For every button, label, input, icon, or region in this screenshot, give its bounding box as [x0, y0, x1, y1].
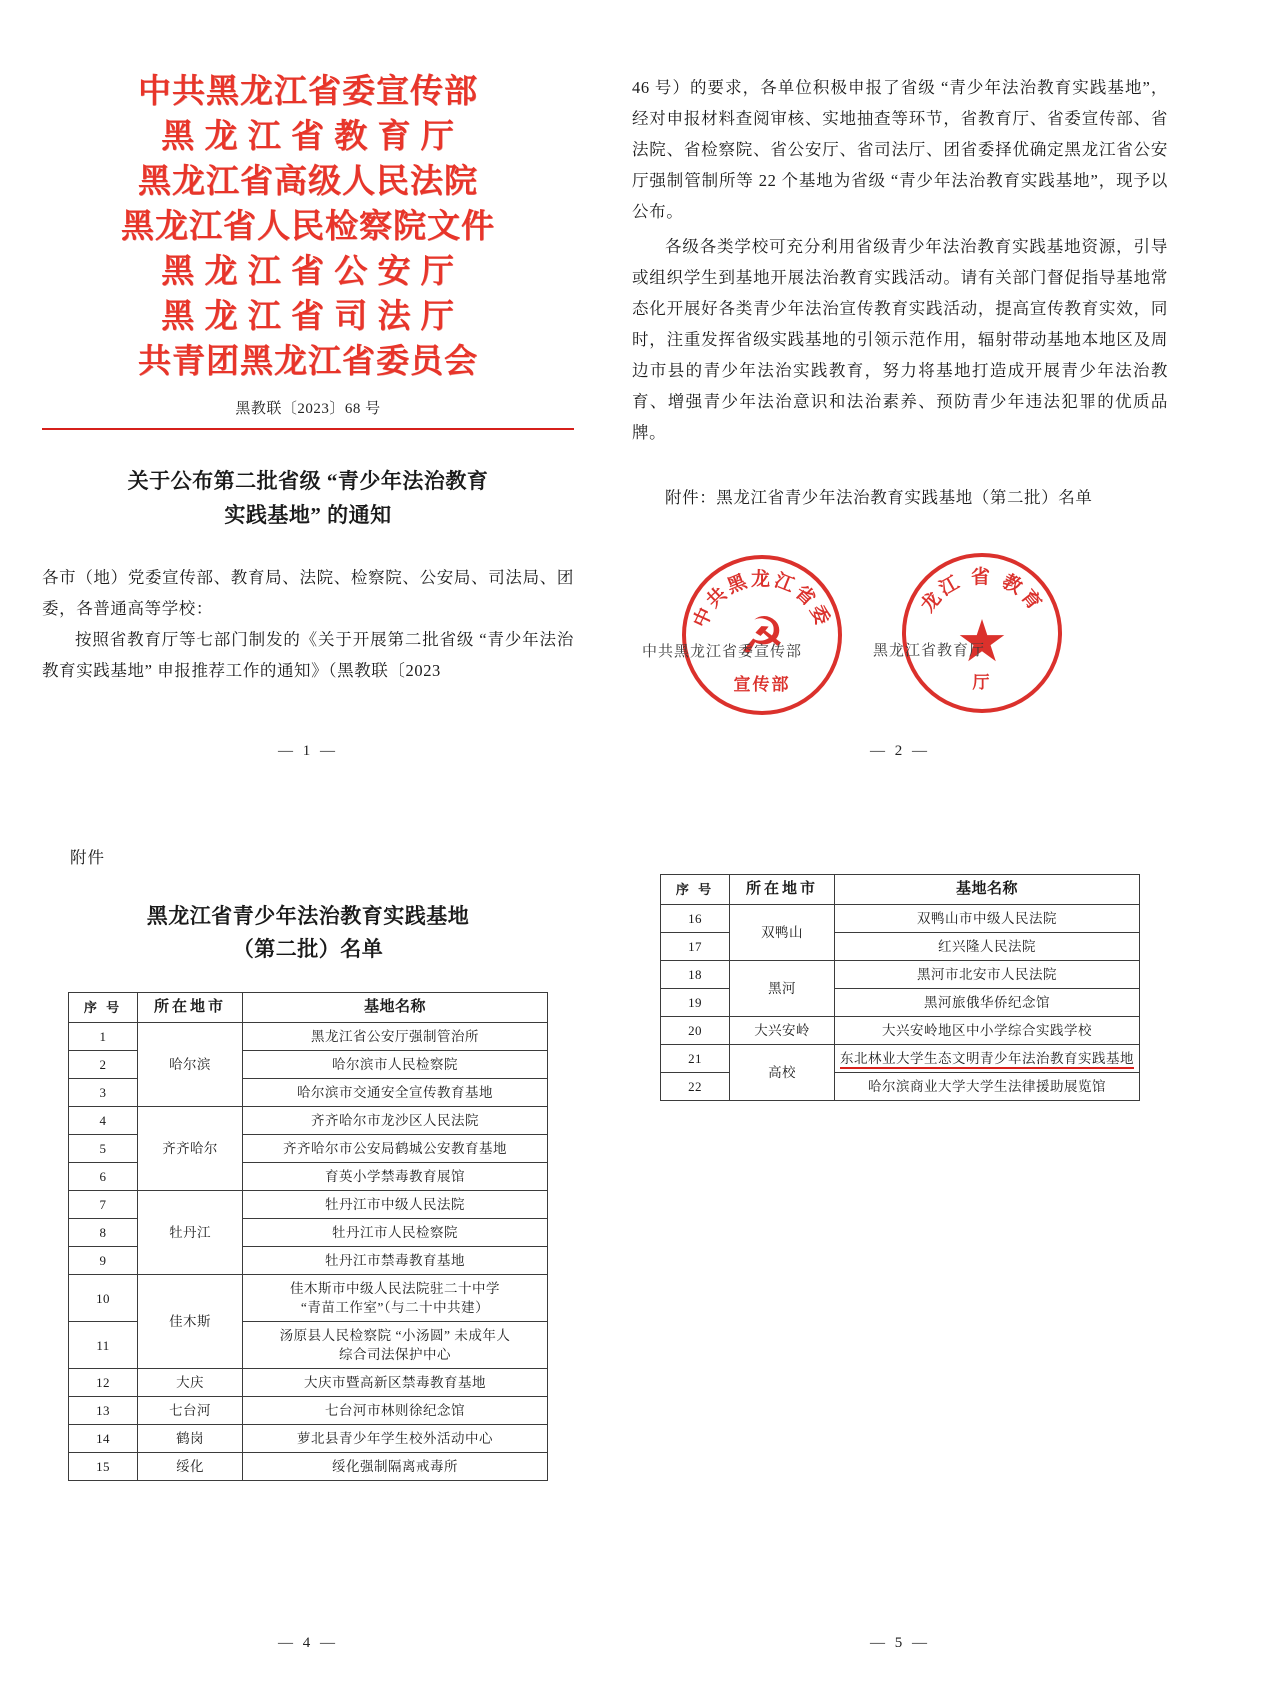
red-separator-rule — [42, 428, 574, 430]
official-seals — [620, 547, 1180, 737]
seal-arc-label-2: 龙江 省 教育 — [917, 567, 1047, 617]
cell-base-name: 双鸭山市中级人民法院 — [835, 905, 1140, 933]
cell-city: 鹤岗 — [138, 1425, 243, 1453]
table-row — [69, 1023, 548, 1051]
issuer-line-4: 黑龙江省人民检察院文件 — [121, 209, 495, 245]
column-header-city: 所在地市 — [138, 993, 243, 1023]
cell-index: 12 — [69, 1369, 138, 1397]
cell-base-name: 佳木斯市中级人民法院驻二十中学 “青苗工作室”（与二十中共建） — [243, 1275, 548, 1322]
cell-index: 4 — [69, 1107, 138, 1135]
cell-index: 2 — [69, 1051, 138, 1079]
seal-bottom-label-2: 厅 — [972, 673, 992, 692]
cell-index: 10 — [69, 1275, 138, 1322]
cell-index: 14 — [69, 1425, 138, 1453]
table-row — [69, 1397, 548, 1425]
cell-city: 牡丹江 — [138, 1191, 243, 1275]
cell-index: 15 — [69, 1453, 138, 1481]
cell-index: 11 — [69, 1322, 138, 1369]
column-header-city: 所在地市 — [730, 875, 835, 905]
hammer-sickle-icon: ☭ — [738, 609, 786, 667]
table-header-row — [69, 993, 548, 1023]
issuer-line-6: 黑 龙 江 省 司 法 厅 — [161, 299, 455, 335]
cell-city: 哈尔滨 — [138, 1023, 243, 1107]
cell-index: 20 — [661, 1017, 730, 1045]
cell-city: 黑河 — [730, 961, 835, 1017]
seal-overprint-text-1: 中共黑龙江省委宣传部 — [642, 644, 803, 660]
document-page-5 — [620, 800, 1180, 1670]
cell-index: 19 — [661, 989, 730, 1017]
cell-base-name: 汤原县人民检察院 “小汤圆” 未成年人 综合司法保护中心 — [243, 1322, 548, 1369]
issuer-line-3: 黑龙江省高级人民法院 — [138, 164, 478, 200]
column-header-base-name: 基地名称 — [835, 875, 1140, 905]
table-body-part2 — [661, 905, 1140, 1101]
cell-index: 8 — [69, 1219, 138, 1247]
table-row — [661, 905, 1140, 933]
cell-base-name: 萝北县青少年学生校外活动中心 — [243, 1425, 548, 1453]
cell-index: 6 — [69, 1163, 138, 1191]
body-paragraph-continued: 46 号）的要求，各单位积极申报了省级 “青少年法治教育实践基地”，经对申报材料查阅审核、实地抽查等环节，省教育厅、省委宣传部、省法院、省检察院、省公安厅、省司法厅、团省委择优确定黑龙江省公安厅强制管制所等 22 个基地为省级 “青少年法治教育实践基地”，现予以公布。 — [632, 78, 1168, 221]
attachment-title — [28, 900, 588, 966]
addressee-paragraph: 各市（地）党委宣传部、教育局、法院、检察院、公安局、司法局、团委，各普通高等学校： — [42, 568, 574, 618]
issuer-line-5: 黑 龙 江 省 公 安 厅 — [161, 254, 455, 290]
table-row — [69, 1275, 548, 1322]
document-page-4 — [28, 800, 588, 1670]
cell-index: 21 — [661, 1045, 730, 1073]
body-paragraph-1: 按照省教育厅等七部门制发的《关于开展第二批省级 “青少年法治教育实践基地” 申报推荐工作的通知》（黑教联〔2023 — [42, 630, 574, 680]
highlighted-base-name: 东北林业大学生态文明青少年法治教育实践基地 — [840, 1051, 1134, 1069]
cell-index: 13 — [69, 1397, 138, 1425]
document-number: 黑教联〔2023〕68 号 — [235, 401, 381, 417]
issuer-line-7: 共青团黑龙江省委员会 — [138, 344, 478, 380]
table-row — [69, 1107, 548, 1135]
base-list-table-part2 — [660, 874, 1140, 1101]
column-header-base-name: 基地名称 — [243, 993, 548, 1023]
cell-city: 绥化 — [138, 1453, 243, 1481]
cell-city: 大庆 — [138, 1369, 243, 1397]
attachment-title-line-2: （第二批）名单 — [232, 937, 384, 961]
cell-index: 1 — [69, 1023, 138, 1051]
seal-arc-label-1: 中共黑龙江省委 — [690, 569, 834, 631]
document-page-1 — [28, 18, 588, 778]
document-title-line-1: 关于公布第二批省级 “青少年法治教育 — [127, 469, 489, 493]
body-paragraph-2: 各级各类学校可充分利用省级青少年法治教育实践基地资源，引导或组织学生到基地开展法治教育实践活动。请有关部门督促指导基地常态化开展好各类青少年法治宣传教育实践活动，提高宣传教育实效，同时，注重发挥省级实践基地的引领示范作用，辐射带动基地本地区及周边市县的青少年法治实践教育，努力将基地打造成开展青少年法治教育、增强青少年法治意识和法治素养、预防青少年违法犯罪的优质品牌。 — [632, 237, 1168, 442]
document-page-2 — [620, 18, 1180, 778]
cell-base-name: 齐齐哈尔市公安局鹤城公安教育基地 — [243, 1135, 548, 1163]
cell-base-name: 哈尔滨市人民检察院 — [243, 1051, 548, 1079]
cell-city: 齐齐哈尔 — [138, 1107, 243, 1191]
cell-index: 18 — [661, 961, 730, 989]
cell-base-name: 大兴安岭地区中小学综合实践学校 — [835, 1017, 1140, 1045]
page-number-2: — 2 — — [870, 743, 930, 759]
cell-base-name: 育英小学禁毒教育展馆 — [243, 1163, 548, 1191]
cell-base-name: 齐齐哈尔市龙沙区人民法院 — [243, 1107, 548, 1135]
cell-index: 9 — [69, 1247, 138, 1275]
cell-base-name: 七台河市林则徐纪念馆 — [243, 1397, 548, 1425]
cell-base-name: 牡丹江市人民检察院 — [243, 1219, 548, 1247]
document-title-line-2: 实践基地” 的通知 — [224, 503, 392, 527]
page-number-5: — 5 — — [870, 1635, 930, 1651]
cell-index: 22 — [661, 1073, 730, 1101]
issuing-authorities — [28, 70, 588, 385]
base-list-table-part1 — [68, 992, 548, 1481]
table-row — [661, 1045, 1140, 1073]
table-row — [661, 1017, 1140, 1045]
cell-base-name: 牡丹江市禁毒教育基地 — [243, 1247, 548, 1275]
table-row — [69, 1425, 548, 1453]
seal-propaganda-department — [682, 555, 842, 715]
table-row — [69, 1453, 548, 1481]
issuer-line-1: 中共黑龙江省委宣传部 — [138, 74, 478, 110]
column-header-index: 序 号 — [69, 993, 138, 1023]
table-row — [661, 961, 1140, 989]
cell-city: 佳木斯 — [138, 1275, 243, 1369]
cell-base-name: 黑河市北安市人民法院 — [835, 961, 1140, 989]
cell-base-name: 哈尔滨商业大学大学生法律援助展览馆 — [835, 1073, 1140, 1101]
attachment-label: 附件 — [70, 848, 105, 867]
table-header-row — [661, 875, 1140, 905]
column-header-index: 序 号 — [661, 875, 730, 905]
cell-base-name: 哈尔滨市交通安全宣传教育基地 — [243, 1079, 548, 1107]
attachment-reference-line: 附件：黑龙江省青少年法治教育实践基地（第二批）名单 — [665, 488, 1093, 507]
cell-index: 3 — [69, 1079, 138, 1107]
seal-education-department — [902, 553, 1062, 713]
cell-city: 大兴安岭 — [730, 1017, 835, 1045]
cell-base-name: 大庆市暨高新区禁毒教育基地 — [243, 1369, 548, 1397]
seal-overprint-text-2: 黑龙江省教育厅 — [873, 643, 986, 659]
cell-base-name: 红兴隆人民法院 — [835, 933, 1140, 961]
cell-base-name — [835, 1045, 1140, 1073]
cell-city: 双鸭山 — [730, 905, 835, 961]
cell-index: 16 — [661, 905, 730, 933]
table-row — [69, 1369, 548, 1397]
table-body-part1 — [69, 1023, 548, 1481]
page-number-1: — 1 — — [278, 743, 338, 759]
cell-base-name: 黑河旅俄华侨纪念馆 — [835, 989, 1140, 1017]
cell-city: 高校 — [730, 1045, 835, 1101]
cell-index: 17 — [661, 933, 730, 961]
five-pointed-star-icon: ★ — [956, 609, 1008, 675]
page-number-4: — 4 — — [278, 1635, 338, 1651]
seal-bottom-label-1: 宣传部 — [733, 675, 791, 694]
cell-city: 七台河 — [138, 1397, 243, 1425]
cell-index: 5 — [69, 1135, 138, 1163]
cell-base-name: 绥化强制隔离戒毒所 — [243, 1453, 548, 1481]
cell-base-name: 黑龙江省公安厅强制管治所 — [243, 1023, 548, 1051]
cell-index: 7 — [69, 1191, 138, 1219]
issuer-line-2: 黑 龙 江 省 教 育 厅 — [161, 119, 455, 155]
document-title — [28, 464, 588, 532]
cell-base-name: 牡丹江市中级人民法院 — [243, 1191, 548, 1219]
attachment-title-line-1: 黑龙江省青少年法治教育实践基地 — [146, 904, 470, 928]
table-row — [69, 1191, 548, 1219]
